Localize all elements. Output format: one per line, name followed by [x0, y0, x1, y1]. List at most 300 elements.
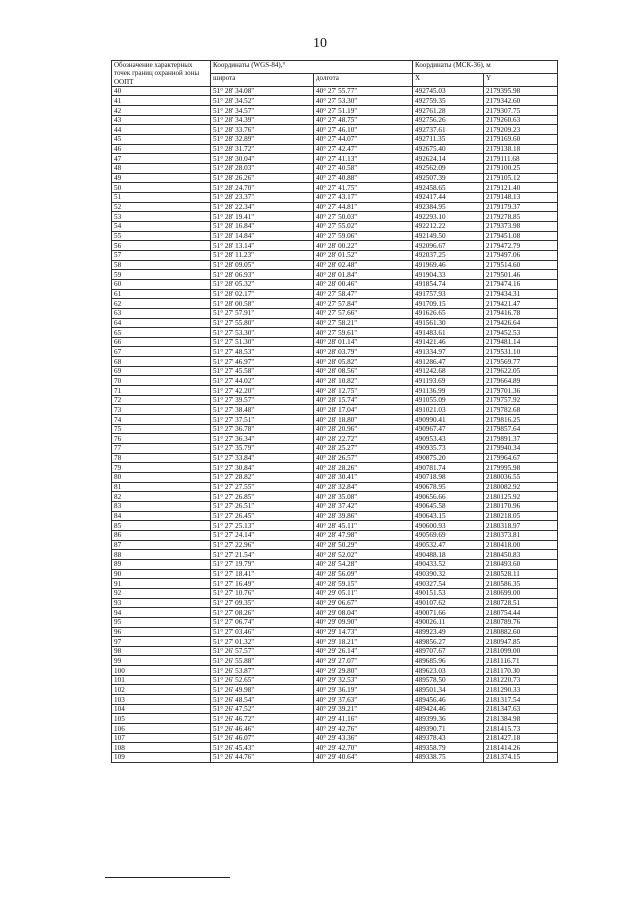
latitude-cell: 51° 26' 47.52" [211, 704, 314, 714]
table-row [112, 473, 558, 483]
longitude-cell: 40° 27' 44.07" [314, 135, 413, 145]
coord-x-cell: 490433.52 [413, 559, 484, 569]
table-row [112, 569, 558, 579]
longitude-cell: 40° 29' 08.04" [314, 608, 413, 618]
coord-y-cell: 2181220.73 [484, 675, 558, 685]
table-row [112, 559, 558, 569]
point-id-cell: 53 [112, 212, 211, 222]
coord-y-cell: 2179451.08 [484, 231, 558, 241]
coord-y-cell: 2179452.53 [484, 328, 558, 338]
table-row [112, 656, 558, 666]
coord-x-cell: 490953.43 [413, 434, 484, 444]
coord-y-cell: 2179497.06 [484, 250, 558, 260]
table-row [112, 453, 558, 463]
latitude-cell: 51° 27' 26.85" [211, 492, 314, 502]
longitude-cell: 40° 29' 41.16" [314, 714, 413, 724]
longitude-cell: 40° 28' 45.11" [314, 521, 413, 531]
coord-x-cell: 490645.58 [413, 501, 484, 511]
longitude-cell: 40° 27' 51.19" [314, 106, 413, 116]
latitude-cell: 51° 27' 30.84" [211, 463, 314, 473]
longitude-cell: 40° 29' 06.67" [314, 598, 413, 608]
longitude-cell: 40° 28' 12.75" [314, 386, 413, 396]
point-id-cell: 69 [112, 366, 211, 376]
coord-y-cell: 2179701.36 [484, 386, 558, 396]
table-row [112, 299, 558, 309]
coord-y-cell: 2179179.37 [484, 202, 558, 212]
latitude-cell: 51° 27' 36.34" [211, 434, 314, 444]
latitude-cell: 51° 27' 36.78" [211, 424, 314, 434]
point-id-cell: 45 [112, 135, 211, 145]
point-id-cell: 93 [112, 598, 211, 608]
coord-y-cell: 2179121.40 [484, 183, 558, 193]
table-row [112, 125, 558, 135]
latitude-cell: 51° 26' 46.72" [211, 714, 314, 724]
latitude-cell: 51° 28' 34.08" [211, 86, 314, 96]
point-id-cell: 57 [112, 250, 211, 260]
point-id-cell: 47 [112, 154, 211, 164]
coord-x-cell: 491626.65 [413, 308, 484, 318]
point-id-cell: 103 [112, 695, 211, 705]
longitude-cell: 40° 28' 54.28" [314, 559, 413, 569]
coord-y-cell: 2181099.00 [484, 646, 558, 656]
point-id-cell: 44 [112, 125, 211, 135]
latitude-cell: 51° 27' 26.51" [211, 501, 314, 511]
coord-x-cell: 492737.61 [413, 125, 484, 135]
coord-x-cell: 492761.28 [413, 106, 484, 116]
latitude-cell: 51° 28' 14.84" [211, 231, 314, 241]
coord-x-cell: 489424.46 [413, 704, 484, 714]
longitude-cell: 40° 28' 18.80" [314, 415, 413, 425]
coord-y-cell: 2180493.60 [484, 559, 558, 569]
longitude-cell: 40° 29' 37.63" [314, 695, 413, 705]
latitude-cell: 51° 26' 52.65" [211, 675, 314, 685]
coord-y-cell: 2180036.55 [484, 473, 558, 483]
coord-y-cell: 2181427.18 [484, 733, 558, 743]
table-row [112, 86, 558, 96]
point-id-cell: 68 [112, 357, 211, 367]
point-id-cell: 71 [112, 386, 211, 396]
table-row [112, 415, 558, 425]
coord-x-cell: 489456.46 [413, 695, 484, 705]
coord-x-cell: 492149.50 [413, 231, 484, 241]
latitude-cell: 51° 27' 27.55" [211, 482, 314, 492]
latitude-cell: 51° 28' 32.89" [211, 135, 314, 145]
longitude-cell: 40° 28' 59.15" [314, 579, 413, 589]
latitude-cell: 51° 27' 19.79" [211, 559, 314, 569]
table-row [112, 540, 558, 550]
coord-y-cell: 2179426.64 [484, 318, 558, 328]
table-row [112, 308, 558, 318]
coord-x-cell: 492293.10 [413, 212, 484, 222]
point-id-cell: 90 [112, 569, 211, 579]
longitude-cell: 40° 28' 17.04" [314, 405, 413, 415]
coord-y-cell: 2180586.35 [484, 579, 558, 589]
coord-x-cell: 492711.35 [413, 135, 484, 145]
longitude-cell: 40° 27' 40.58" [314, 164, 413, 174]
longitude-cell: 40° 29' 32.53" [314, 675, 413, 685]
table-row [112, 386, 558, 396]
latitude-cell: 51° 28' 23.37" [211, 192, 314, 202]
coord-y-cell: 2180125.92 [484, 492, 558, 502]
longitude-cell: 40° 27' 58.47" [314, 289, 413, 299]
table-row [112, 250, 558, 260]
table-row [112, 666, 558, 676]
coord-x-cell: 490107.62 [413, 598, 484, 608]
coordinates-table [111, 60, 558, 763]
coord-y-cell: 2181116.71 [484, 656, 558, 666]
point-id-cell: 66 [112, 337, 211, 347]
point-id-cell: 76 [112, 434, 211, 444]
longitude-cell: 40° 28' 00.46" [314, 279, 413, 289]
longitude-cell: 40° 27' 59.61" [314, 328, 413, 338]
coord-y-cell: 2180947.85 [484, 637, 558, 647]
coord-y-cell: 2180789.76 [484, 617, 558, 627]
coord-x-cell: 490151.53 [413, 588, 484, 598]
coord-y-cell: 2180754.44 [484, 608, 558, 618]
latitude-cell: 51° 28' 28.03" [211, 164, 314, 174]
longitude-cell: 40° 27' 57.66" [314, 308, 413, 318]
coord-y-cell: 2181170.30 [484, 666, 558, 676]
point-id-cell: 42 [112, 106, 211, 116]
latitude-cell: 51° 28' 34.52" [211, 96, 314, 106]
point-id-cell: 75 [112, 424, 211, 434]
longitude-cell: 40° 29' 27.07" [314, 656, 413, 666]
latitude-cell: 51° 27' 35.79" [211, 444, 314, 454]
coord-x-cell: 490569.69 [413, 530, 484, 540]
coord-x-cell: 491193.69 [413, 376, 484, 386]
latitude-cell: 51° 27' 10.76" [211, 588, 314, 598]
point-id-cell: 84 [112, 511, 211, 521]
coord-y-cell: 2179857.64 [484, 424, 558, 434]
coord-y-cell: 2179111.68 [484, 154, 558, 164]
table-row [112, 714, 558, 724]
longitude-cell: 40° 28' 25.27" [314, 444, 413, 454]
point-id-cell: 52 [112, 202, 211, 212]
coord-x-cell: 492756.26 [413, 115, 484, 125]
table-row [112, 231, 558, 241]
longitude-cell: 40° 29' 39.21" [314, 704, 413, 714]
latitude-cell: 51° 27' 25.13" [211, 521, 314, 531]
point-id-cell: 54 [112, 221, 211, 231]
point-id-cell: 109 [112, 753, 211, 763]
coord-y-cell: 2179421.47 [484, 299, 558, 309]
latitude-cell: 51° 27' 28.82" [211, 473, 314, 483]
coord-x-cell: 489399.36 [413, 714, 484, 724]
coord-x-cell: 491709.15 [413, 299, 484, 309]
longitude-cell: 40° 28' 30.41" [314, 473, 413, 483]
table-row [112, 270, 558, 280]
latitude-cell: 51° 28' 11.23" [211, 250, 314, 260]
longitude-cell: 40° 29' 29.80" [314, 666, 413, 676]
table-row [112, 608, 558, 618]
point-id-cell: 96 [112, 627, 211, 637]
table-row [112, 289, 558, 299]
coord-x-cell: 492458.65 [413, 183, 484, 193]
point-id-cell: 80 [112, 473, 211, 483]
table-row [112, 463, 558, 473]
longitude-cell: 40° 27' 48.75" [314, 115, 413, 125]
longitude-cell: 40° 27' 57.84" [314, 299, 413, 309]
table-row [112, 318, 558, 328]
coord-y-cell: 2180373.81 [484, 530, 558, 540]
coord-y-cell: 2180699.00 [484, 588, 558, 598]
point-id-cell: 48 [112, 164, 211, 174]
latitude-cell: 51° 27' 37.51" [211, 415, 314, 425]
coord-x-cell: 492096.67 [413, 241, 484, 251]
coord-y-cell: 2181384.98 [484, 714, 558, 724]
latitude-cell: 51° 28' 34.39" [211, 115, 314, 125]
point-id-cell: 60 [112, 279, 211, 289]
coord-x-cell: 492562.09 [413, 164, 484, 174]
table-row [112, 444, 558, 454]
point-id-cell: 106 [112, 724, 211, 734]
coord-x-cell: 489623.03 [413, 666, 484, 676]
table-row [112, 154, 558, 164]
coord-y-cell: 2179501.46 [484, 270, 558, 280]
table-row [112, 550, 558, 560]
longitude-cell: 40° 27' 41.13" [314, 154, 413, 164]
longitude-cell: 40° 28' 39.86" [314, 511, 413, 521]
latitude-cell: 51° 26' 53.87" [211, 666, 314, 676]
point-id-cell: 73 [112, 405, 211, 415]
table-row [112, 521, 558, 531]
point-id-cell: 100 [112, 666, 211, 676]
longitude-cell: 40° 29' 26.14" [314, 646, 413, 656]
coord-y-cell: 2179260.63 [484, 115, 558, 125]
coord-x-cell: 489501.34 [413, 685, 484, 695]
latitude-cell: 51° 27' 45.58" [211, 366, 314, 376]
point-id-cell: 51 [112, 192, 211, 202]
header-msk36-group: Координаты (МСК-36), м [413, 61, 558, 74]
coord-y-cell: 2179816.25 [484, 415, 558, 425]
table-row [112, 492, 558, 502]
coord-x-cell: 491334.97 [413, 347, 484, 357]
table-row [112, 501, 558, 511]
header-wgs84-group: Координаты (WGS-84),° [211, 61, 413, 74]
coord-x-cell: 490643.15 [413, 511, 484, 521]
table-row [112, 588, 558, 598]
latitude-cell: 51° 27' 21.54" [211, 550, 314, 560]
longitude-cell: 40° 27' 50.03" [314, 212, 413, 222]
table-row [112, 202, 558, 212]
longitude-cell: 40° 27' 44.81" [314, 202, 413, 212]
table-row [112, 424, 558, 434]
coord-x-cell: 490678.95 [413, 482, 484, 492]
coord-y-cell: 2181415.73 [484, 724, 558, 734]
latitude-cell: 51° 27' 38.48" [211, 405, 314, 415]
table-row [112, 627, 558, 637]
coord-x-cell: 489378.43 [413, 733, 484, 743]
latitude-cell: 51° 27' 33.84" [211, 453, 314, 463]
latitude-cell: 51° 28' 24.70" [211, 183, 314, 193]
page-number: 10 [313, 36, 327, 51]
coord-x-cell: 489685.96 [413, 656, 484, 666]
table-row [112, 405, 558, 415]
latitude-cell: 51° 28' 00.58" [211, 299, 314, 309]
longitude-cell: 40° 29' 43.36" [314, 733, 413, 743]
coord-x-cell: 490026.11 [413, 617, 484, 627]
longitude-cell: 40° 27' 55.02" [314, 221, 413, 231]
coord-y-cell: 2179416.78 [484, 308, 558, 318]
latitude-cell: 51° 27' 24.14" [211, 530, 314, 540]
latitude-cell: 51° 27' 55.80" [211, 318, 314, 328]
header-point-designation: Обозначение характерных точек границ охранной зоны ООПТ [112, 61, 211, 87]
table-row [112, 482, 558, 492]
table-row [112, 183, 558, 193]
longitude-cell: 40° 28' 56.09" [314, 569, 413, 579]
latitude-cell: 51° 27' 48.53" [211, 347, 314, 357]
latitude-cell: 51° 26' 46.07" [211, 733, 314, 743]
point-id-cell: 62 [112, 299, 211, 309]
latitude-cell: 51° 28' 19.41" [211, 212, 314, 222]
coord-y-cell: 2179782.68 [484, 405, 558, 415]
latitude-cell: 51° 27' 01.32" [211, 637, 314, 647]
longitude-cell: 40° 29' 42.70" [314, 743, 413, 753]
longitude-cell: 40° 28' 10.82" [314, 376, 413, 386]
coord-y-cell: 2181317.54 [484, 695, 558, 705]
table-row [112, 357, 558, 367]
longitude-cell: 40° 29' 09.90" [314, 617, 413, 627]
point-id-cell: 104 [112, 704, 211, 714]
point-id-cell: 46 [112, 144, 211, 154]
latitude-cell: 51° 28' 33.76" [211, 125, 314, 135]
coord-y-cell: 2179891.37 [484, 434, 558, 444]
latitude-cell: 51° 26' 48.54" [211, 695, 314, 705]
coord-y-cell: 2179169.60 [484, 135, 558, 145]
point-id-cell: 43 [112, 115, 211, 125]
table-row [112, 337, 558, 347]
point-id-cell: 56 [112, 241, 211, 251]
latitude-cell: 51° 28' 16.84" [211, 221, 314, 231]
latitude-cell: 51° 27' 03.46" [211, 627, 314, 637]
latitude-cell: 51° 28' 05.32" [211, 279, 314, 289]
point-id-cell: 63 [112, 308, 211, 318]
coord-y-cell: 2181374.15 [484, 753, 558, 763]
coord-y-cell: 2179434.31 [484, 289, 558, 299]
table-row [112, 173, 558, 183]
point-id-cell: 97 [112, 637, 211, 647]
coord-y-cell: 2179664.89 [484, 376, 558, 386]
point-id-cell: 49 [112, 173, 211, 183]
coord-y-cell: 2179995.98 [484, 463, 558, 473]
coord-y-cell: 2179964.67 [484, 453, 558, 463]
latitude-cell: 51° 28' 02.17" [211, 289, 314, 299]
point-id-cell: 81 [112, 482, 211, 492]
coord-x-cell: 492745.03 [413, 86, 484, 96]
latitude-cell: 51° 27' 08.26" [211, 608, 314, 618]
table-row [112, 241, 558, 251]
coord-y-cell: 2181347.63 [484, 704, 558, 714]
coord-x-cell: 490390.32 [413, 569, 484, 579]
coord-x-cell: 490875.20 [413, 453, 484, 463]
point-id-cell: 102 [112, 685, 211, 695]
coord-x-cell: 491242.68 [413, 366, 484, 376]
longitude-cell: 40° 29' 18.21" [314, 637, 413, 647]
latitude-cell: 51° 28' 26.26" [211, 173, 314, 183]
latitude-cell: 51° 26' 44.76" [211, 753, 314, 763]
table-row [112, 753, 558, 763]
point-id-cell: 88 [112, 550, 211, 560]
coord-y-cell: 2179148.13 [484, 192, 558, 202]
longitude-cell: 40° 29' 40.64" [314, 753, 413, 763]
coord-y-cell: 2180170.96 [484, 501, 558, 511]
latitude-cell: 51° 27' 09.35" [211, 598, 314, 608]
coord-y-cell: 2179395.98 [484, 86, 558, 96]
table-row [112, 376, 558, 386]
point-id-cell: 59 [112, 270, 211, 280]
coord-x-cell: 492212.22 [413, 221, 484, 231]
coord-y-cell: 2179514.60 [484, 260, 558, 270]
coord-y-cell: 2180418.00 [484, 540, 558, 550]
table-row [112, 637, 558, 647]
coord-y-cell: 2180218.05 [484, 511, 558, 521]
coord-x-cell: 491421.46 [413, 337, 484, 347]
longitude-cell: 40° 28' 02.48" [314, 260, 413, 270]
longitude-cell: 40° 28' 52.02" [314, 550, 413, 560]
point-id-cell: 89 [112, 559, 211, 569]
coord-y-cell: 2179138.18 [484, 144, 558, 154]
coord-x-cell: 492384.95 [413, 202, 484, 212]
table-row [112, 347, 558, 357]
table-row [112, 135, 558, 145]
latitude-cell: 51° 27' 51.30" [211, 337, 314, 347]
longitude-cell: 40° 28' 22.72" [314, 434, 413, 444]
table-row [112, 598, 558, 608]
latitude-cell: 51° 27' 26.45" [211, 511, 314, 521]
table-row [112, 743, 558, 753]
latitude-cell: 51° 27' 16.49" [211, 579, 314, 589]
table-row [112, 685, 558, 695]
longitude-cell: 40° 28' 37.42" [314, 501, 413, 511]
coord-x-cell: 489578.50 [413, 675, 484, 685]
point-id-cell: 64 [112, 318, 211, 328]
latitude-cell: 51° 26' 49.98" [211, 685, 314, 695]
longitude-cell: 40° 28' 20.96" [314, 424, 413, 434]
coord-y-cell: 2179940.34 [484, 444, 558, 454]
latitude-cell: 51° 27' 39.57" [211, 395, 314, 405]
longitude-cell: 40° 28' 47.98" [314, 530, 413, 540]
footnote-rule [105, 877, 230, 878]
longitude-cell: 40° 28' 50.29" [314, 540, 413, 550]
coord-x-cell: 492507.39 [413, 173, 484, 183]
latitude-cell: 51° 28' 09.05" [211, 260, 314, 270]
point-id-cell: 87 [112, 540, 211, 550]
latitude-cell: 51° 27' 53.30" [211, 328, 314, 338]
point-id-cell: 86 [112, 530, 211, 540]
latitude-cell: 51° 27' 18.41" [211, 569, 314, 579]
longitude-cell: 40° 27' 55.77" [314, 86, 413, 96]
table-row [112, 279, 558, 289]
coord-x-cell: 491854.74 [413, 279, 484, 289]
table-row [112, 733, 558, 743]
coord-x-cell: 490327.54 [413, 579, 484, 589]
latitude-cell: 51° 26' 45.43" [211, 743, 314, 753]
point-id-cell: 101 [112, 675, 211, 685]
coord-y-cell: 2179481.14 [484, 337, 558, 347]
coord-x-cell: 489707.67 [413, 646, 484, 656]
coord-x-cell: 491904.33 [413, 270, 484, 280]
coord-x-cell: 490990.41 [413, 415, 484, 425]
coord-y-cell: 2179278.85 [484, 212, 558, 222]
longitude-cell: 40° 29' 42.76" [314, 724, 413, 734]
table-row [112, 675, 558, 685]
table-row [112, 164, 558, 174]
coord-y-cell: 2180528.11 [484, 569, 558, 579]
latitude-cell: 51° 27' 46.97" [211, 357, 314, 367]
longitude-cell: 40° 29' 36.19" [314, 685, 413, 695]
point-id-cell: 105 [112, 714, 211, 724]
table-row [112, 395, 558, 405]
